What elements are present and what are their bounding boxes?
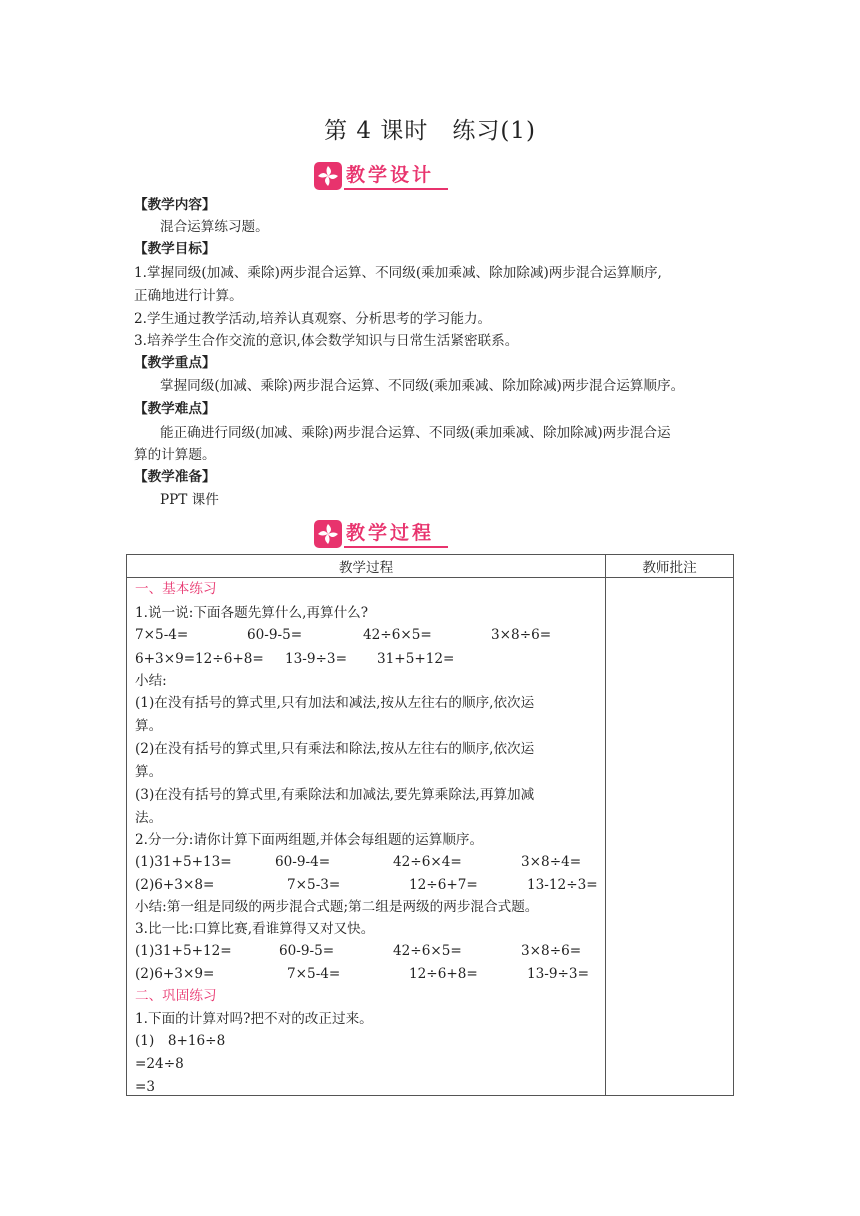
question-2-summary: 小结:第一组是同级的两步混合式题;第二组是两级的两步混合式题。 — [135, 899, 539, 915]
expr: 13-9÷3= — [527, 966, 589, 982]
summary-1a: (1)在没有括号的算式里,只有加法和减法,按从左往右的顺序,依次运 — [135, 695, 535, 711]
summary-3b: 法。 — [135, 810, 163, 826]
expr: 12÷6+7= — [409, 877, 478, 893]
section-banner-process — [314, 520, 448, 548]
part2-heading: 二、巩固练习 — [135, 988, 217, 1004]
difficulty-heading: 【教学难点】 — [134, 401, 216, 417]
expr: 60-9-5= — [279, 943, 335, 959]
expr: 3×8÷6= — [521, 943, 582, 959]
expr: 60-9-5= — [247, 627, 303, 643]
expr: 42÷6×5= — [393, 943, 462, 959]
summary-1b: 算。 — [135, 718, 163, 734]
summary-label: 小结: — [135, 673, 167, 689]
question-1: 1.说一说:下面各题先算什么,再算什么? — [135, 605, 369, 621]
banner-text: 教学过程 — [346, 522, 435, 544]
notes-cell — [606, 578, 734, 1096]
difficulty-text-b: 算的计算题。 — [134, 447, 216, 463]
expr: 42÷6×5= — [363, 627, 432, 643]
flower-logo-icon — [314, 162, 342, 190]
expr: 31+5+12= — [377, 651, 455, 667]
expr: 60-9-4= — [275, 854, 331, 870]
col-header-process: 教学过程 — [127, 555, 606, 578]
col-header-notes: 教师批注 — [606, 555, 734, 578]
process-table — [126, 554, 734, 1096]
goal-1b: 正确地进行计算。 — [134, 288, 243, 304]
calc-line-3: =3 — [135, 1079, 156, 1095]
expr: 7×5-4= — [135, 627, 189, 643]
expr: (1)31+5+12= — [135, 943, 232, 959]
key-heading: 【教学重点】 — [134, 355, 216, 371]
expr: (2)6+3×9= — [135, 966, 215, 982]
calc-line-1: (1) 8+16÷8 — [135, 1033, 226, 1049]
goal-2: 2.学生通过教学活动,培养认真观察、分析思考的学习能力。 — [134, 311, 492, 327]
prep-text: PPT 课件 — [160, 492, 219, 508]
summary-2a: (2)在没有括号的算式里,只有乘法和除法,按从左往右的顺序,依次运 — [135, 741, 535, 757]
expr: 7×5-3= — [287, 877, 341, 893]
banner-text: 教学设计 — [346, 164, 435, 186]
expr: 3×8÷6= — [491, 627, 552, 643]
expr: 3×8÷4= — [521, 854, 582, 870]
difficulty-text-a: 能正确进行同级(加减、乘除)两步混合运算、不同级(乘加乘减、除加除减)两步混合运 — [160, 425, 671, 441]
goals-heading: 【教学目标】 — [134, 241, 216, 257]
key-text: 掌握同级(加减、乘除)两步混合运算、不同级(乘加乘减、除加除减)两步混合运算顺序。 — [160, 378, 685, 394]
expr: 7×5-4= — [287, 966, 341, 982]
flower-logo-icon — [314, 520, 342, 548]
question-3: 3.比一比:口算比赛,看谁算得又对又快。 — [135, 921, 375, 937]
banner-underline — [344, 546, 448, 548]
part2-question-1: 1.下面的计算对吗?把不对的改正过来。 — [135, 1011, 373, 1027]
expr: 6+3×9= — [135, 651, 196, 667]
question-2: 2.分一分:请你计算下面两组题,并体会每组题的运算顺序。 — [135, 832, 484, 848]
banner-underline — [344, 188, 448, 190]
prep-heading: 【教学准备】 — [134, 469, 216, 485]
section-banner-design — [314, 162, 448, 190]
expr: (1)31+5+13= — [135, 854, 232, 870]
calc-line-2: =24÷8 — [135, 1056, 184, 1072]
process-cell — [127, 578, 606, 1096]
summary-3a: (3)在没有括号的算式里,有乘除法和加减法,要先算乘除法,再算加减 — [135, 787, 535, 803]
expr: 42÷6×4= — [393, 854, 462, 870]
expr: 12÷6+8= — [409, 966, 478, 982]
summary-2b: 算。 — [135, 764, 163, 780]
expr: 13-12÷3= — [527, 877, 598, 893]
expr: 13-9÷3= — [285, 651, 347, 667]
page-title: 第 4 课时 练习(1) — [324, 118, 536, 144]
expr: 12÷6+8= — [195, 651, 264, 667]
content-text: 混合运算练习题。 — [160, 219, 269, 235]
part1-heading: 一、基本练习 — [135, 581, 217, 597]
goal-3: 3.培养学生合作交流的意识,体会数学知识与日常生活紧密联系。 — [134, 333, 519, 349]
expr: (2)6+3×8= — [135, 877, 215, 893]
goal-1a: 1.掌握同级(加减、乘除)两步混合运算、不同级(乘加乘减、除加除减)两步混合运算顺序, — [134, 265, 662, 281]
content-heading: 【教学内容】 — [134, 197, 216, 213]
